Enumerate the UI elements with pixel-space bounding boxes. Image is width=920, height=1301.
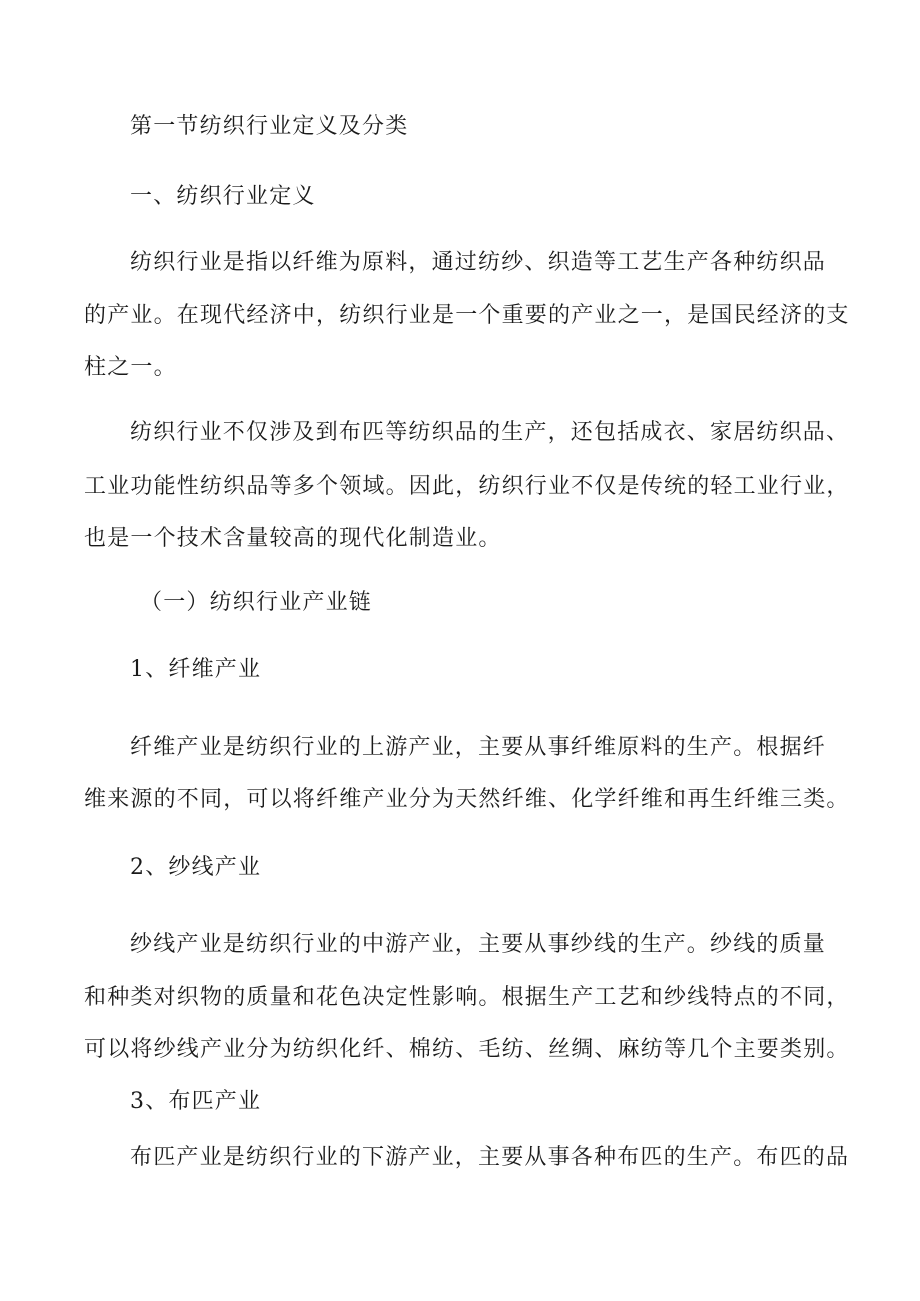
paragraph-line: 维来源的不同，可以将纤维产业分为天然纤维、化学纤维和再生纤维三类。 <box>84 787 850 812</box>
chapter-title: 第一节纺织行业定义及分类 <box>130 114 409 139</box>
paragraph-line: 柱之一。 <box>84 355 177 380</box>
paragraph-line: 的产业。在现代经济中，纺织行业是一个重要的产业之一，是国民经济的支 <box>84 303 850 328</box>
paragraph-line: 和种类对织物的质量和花色决定性影响。根据生产工艺和纱线特点的不同， <box>84 985 850 1010</box>
section-title: 一、纺织行业定义 <box>130 184 316 209</box>
paragraph-line: 可以将纱线产业分为纺织化纤、棉纺、毛纺、丝绸、麻纺等几个主要类别。 <box>84 1037 850 1062</box>
paragraph-line: 也是一个技术含量较高的现代化制造业。 <box>84 526 502 551</box>
item-title: 3、布匹产业 <box>130 1089 262 1114</box>
paragraph-line: 纤维产业是纺织行业的上游产业，主要从事纤维原料的生产。根据纤 <box>130 735 827 760</box>
paragraph-line: 布匹产业是纺织行业的下游产业，主要从事各种布匹的生产。布匹的品 <box>130 1145 850 1170</box>
item-title: 2、纱线产业 <box>130 855 262 880</box>
paragraph-line: 工业功能性纺织品等多个领域。因此，纺织行业不仅是传统的轻工业行业， <box>84 474 850 499</box>
paragraph-line: 纺织行业不仅涉及到布匹等纺织品的生产，还包括成衣、家居纺织品、 <box>130 420 850 445</box>
subsection-title: （一）纺织行业产业链 <box>140 590 373 615</box>
item-title: 1、纤维产业 <box>130 657 262 682</box>
paragraph-line: 纱线产业是纺织行业的中游产业，主要从事纱线的生产。纱线的质量 <box>130 932 827 957</box>
paragraph-line: 纺织行业是指以纤维为原料，通过纺纱、织造等工艺生产各种纺织品 <box>130 250 827 275</box>
